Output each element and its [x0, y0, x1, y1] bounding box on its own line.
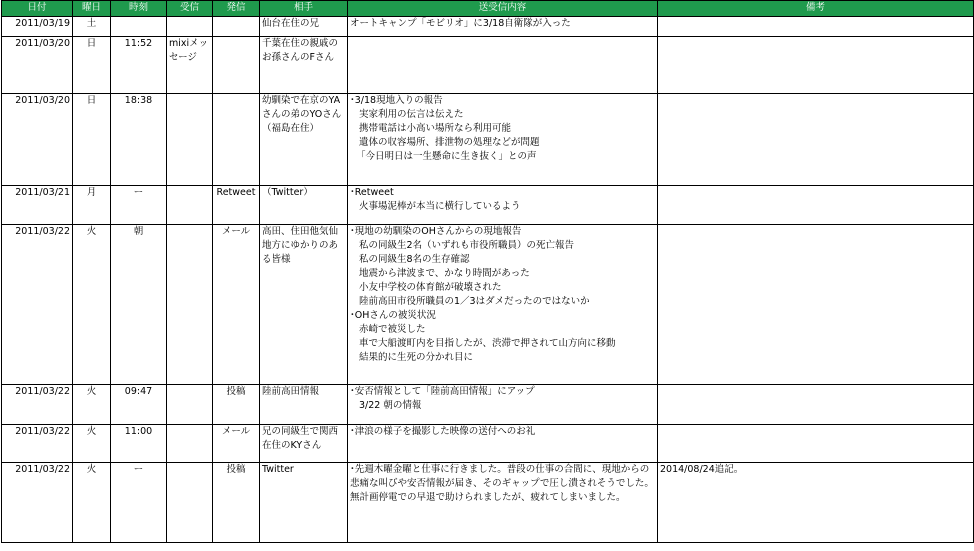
table-row [2, 186, 974, 225]
cell-time[interactable]: 18:38 [111, 94, 167, 186]
cell-time[interactable]: ー [111, 463, 167, 543]
cell-send[interactable] [213, 94, 260, 186]
header-send[interactable]: 発信 [213, 1, 260, 17]
content-line: 車で大船渡町内を目指したが、渋滞で押されて山方向に移動 [359, 338, 616, 349]
content-line: 私の同級生8名の生存確認 [359, 254, 470, 265]
cell-party[interactable]: 仙台在住の兄 [260, 17, 348, 37]
cell-recv[interactable] [167, 425, 213, 463]
content-line: 遺体の収容場所、排泄物の処理などが問題 [359, 137, 540, 148]
cell-date[interactable]: 2011/03/22 [2, 225, 73, 385]
cell-recv[interactable]: mixiメッセージ [167, 37, 213, 94]
cell-party[interactable]: 千葉在住の親戚のお孫さんのFさん [260, 37, 348, 94]
cell-day[interactable]: 月 [73, 186, 111, 225]
header-recv[interactable]: 受信 [167, 1, 213, 17]
cell-send[interactable]: メール [213, 425, 260, 463]
cell-party[interactable]: 高田、住田他気仙地方にゆかりのある皆様 [260, 225, 348, 385]
content-line: ･現地の幼馴染のOHさんからの現地報告 [350, 226, 522, 237]
header-date[interactable]: 日付 [2, 1, 73, 17]
cell-notes[interactable] [658, 37, 974, 94]
header-row [2, 1, 974, 17]
cell-party[interactable]: 陸前高田情報 [260, 385, 348, 425]
header-notes[interactable]: 備考 [658, 1, 974, 17]
cell-content[interactable] [348, 17, 658, 37]
cell-date[interactable]: 2011/03/22 [2, 425, 73, 463]
content-line: ･津浪の様子を撮影した映像の送付へのお礼 [350, 426, 536, 437]
cell-content[interactable] [348, 225, 658, 385]
log-table [1, 0, 974, 543]
content-line: ･OHさんの被災状況 [350, 310, 436, 321]
cell-date[interactable]: 2011/03/22 [2, 463, 73, 543]
cell-date[interactable]: 2011/03/22 [2, 385, 73, 425]
cell-date[interactable]: 2011/03/19 [2, 17, 73, 37]
cell-party[interactable]: Twitter [260, 463, 348, 543]
content-line: 地震から津波まで、かなり時間があった [359, 268, 530, 279]
cell-recv[interactable] [167, 186, 213, 225]
cell-content[interactable] [348, 425, 658, 463]
cell-day[interactable]: 日 [73, 94, 111, 186]
header-time[interactable]: 時刻 [111, 1, 167, 17]
cell-date[interactable]: 2011/03/20 [2, 94, 73, 186]
cell-notes[interactable] [658, 225, 974, 385]
cell-recv[interactable] [167, 17, 213, 37]
table-row [2, 17, 974, 37]
table-row [2, 94, 974, 186]
table-row [2, 37, 974, 94]
cell-notes[interactable] [658, 186, 974, 225]
cell-time[interactable]: 朝 [111, 225, 167, 385]
content-line: 結果的に生死の分かれ目に [359, 352, 474, 363]
header-party[interactable]: 相手 [260, 1, 348, 17]
cell-day[interactable]: 火 [73, 385, 111, 425]
content-line: 火事場泥棒が本当に横行しているよう [359, 201, 521, 212]
content-line: 赤崎で被災した [359, 324, 426, 335]
content-line: オートキャンプ「モビリオ」に3/18自衛隊が入った [350, 18, 571, 29]
cell-content[interactable] [348, 385, 658, 425]
content-line: 3/22 朝の情報 [359, 400, 422, 411]
cell-content[interactable] [348, 186, 658, 225]
content-line: 小友中学校の体育館が破壊された [359, 282, 502, 293]
content-line: ･安否情報として「陸前高田情報」にアップ [350, 386, 535, 397]
cell-send[interactable]: 投稿 [213, 463, 260, 543]
cell-content[interactable]: ･先週木曜金曜と仕事に行きました。普段の仕事の合間に、現地からの悲痛な叫びや安否情報が届き、そのギャップで圧し潰されそうでした。無計画停電での早退で助けられましたが、疲れてしまいました。 [348, 463, 658, 543]
cell-send[interactable]: 投稿 [213, 385, 260, 425]
cell-notes[interactable]: 2014/08/24追記。 [658, 463, 974, 543]
cell-notes[interactable] [658, 425, 974, 463]
cell-party[interactable]: 兄の同級生で関西在住のKYさん [260, 425, 348, 463]
cell-time[interactable]: 11:00 [111, 425, 167, 463]
cell-notes[interactable] [658, 94, 974, 186]
cell-send[interactable] [213, 17, 260, 37]
cell-content[interactable] [348, 37, 658, 94]
cell-recv[interactable] [167, 94, 213, 186]
cell-party[interactable]: 幼馴染で在京のYAさんの弟のYOさん（福島在住） [260, 94, 348, 186]
content-line: 陸前高田市役所職員の1／3はダメだったのではないか [359, 296, 590, 307]
cell-time[interactable]: 09:47 [111, 385, 167, 425]
content-line: 携帯電話は小高い場所なら利用可能 [359, 123, 512, 134]
cell-day[interactable]: 日 [73, 37, 111, 94]
cell-recv[interactable] [167, 385, 213, 425]
cell-notes[interactable] [658, 385, 974, 425]
cell-time[interactable]: 11:52 [111, 37, 167, 94]
table-row [2, 225, 974, 385]
cell-send[interactable] [213, 37, 260, 94]
table-row [2, 463, 974, 543]
cell-day[interactable]: 火 [73, 425, 111, 463]
cell-party[interactable]: （Twitter） [260, 186, 348, 225]
content-line: 私の同級生2名（いずれも市役所職員）の死亡報告 [359, 240, 575, 251]
cell-recv[interactable] [167, 463, 213, 543]
table-row [2, 425, 974, 463]
cell-time[interactable] [111, 17, 167, 37]
cell-recv[interactable] [167, 225, 213, 385]
cell-day[interactable]: 火 [73, 463, 111, 543]
header-day[interactable]: 曜日 [73, 1, 111, 17]
cell-date[interactable]: 2011/03/20 [2, 37, 73, 94]
cell-send[interactable]: Retweet [213, 186, 260, 225]
header-content[interactable]: 送受信内容 [348, 1, 658, 17]
cell-send[interactable]: メール [213, 225, 260, 385]
content-line: ･3/18現地入りの報告 [350, 95, 443, 106]
cell-day[interactable]: 土 [73, 17, 111, 37]
cell-date[interactable]: 2011/03/21 [2, 186, 73, 225]
content-line: 「今日明日は一生懸命に生き抜く」との声 [356, 151, 537, 162]
cell-content[interactable] [348, 94, 658, 186]
cell-time[interactable]: ー [111, 186, 167, 225]
cell-day[interactable]: 火 [73, 225, 111, 385]
content-line: 実家利用の伝言は伝えた [359, 109, 464, 120]
cell-notes[interactable] [658, 17, 974, 37]
table-row [2, 385, 974, 425]
content-line: ･Retweet [350, 187, 394, 198]
